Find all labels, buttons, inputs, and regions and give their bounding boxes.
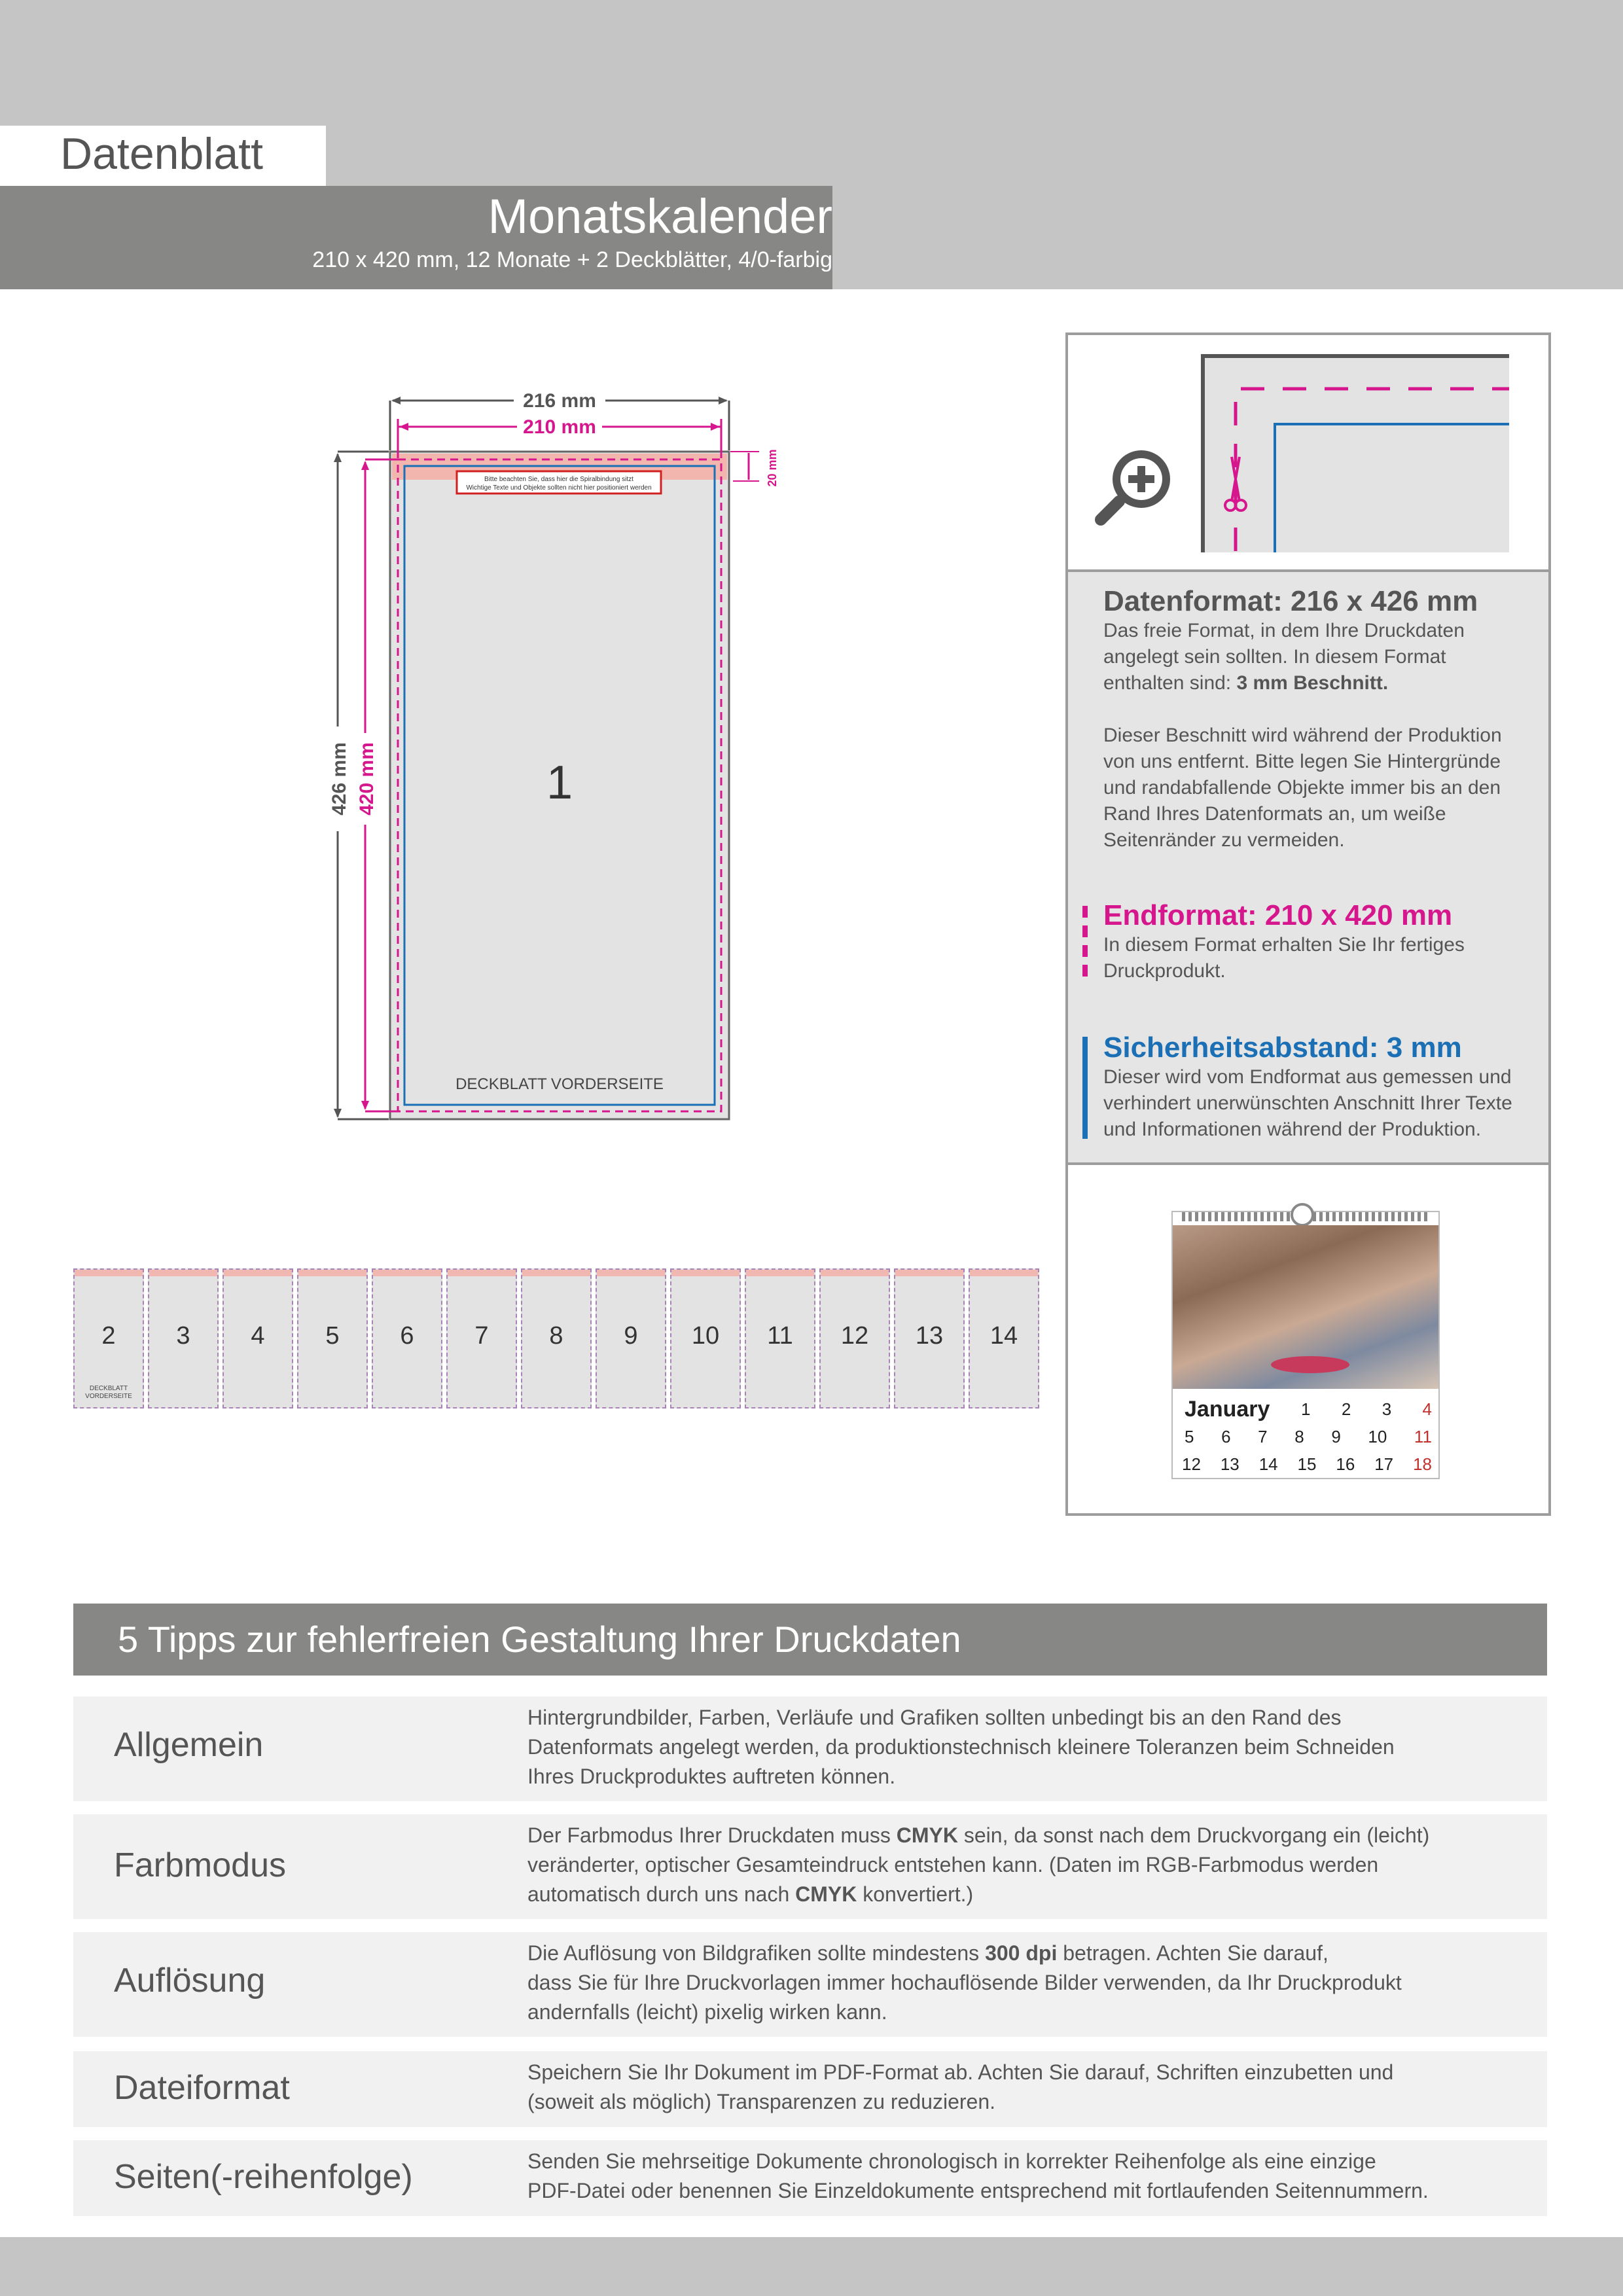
tip-text: Der Farbmodus Ihrer Druckdaten muss CMYK sein, da sonst nach dem Druckvorgang ein (leicht) veränderter, optischer Gesamteindruck entstehen kann. (Daten im RGB-Farbmodus werden automatisch durch uns nach CMYK konvertiert.) — [527, 1823, 1430, 1906]
sicherheit-marker — [1082, 1037, 1088, 1139]
thumbnail-number: 11 — [767, 1322, 793, 1350]
page-caption: DECKBLATT VORDERSEITE — [455, 1075, 664, 1093]
spiral-note-line1: Bitte beachten Sie, dass hier die Spiralbindung sitzt — [484, 476, 633, 483]
calendar-month: January — [1185, 1397, 1270, 1422]
thumbnail — [745, 1268, 815, 1408]
tip-label: Auflösung — [114, 1962, 266, 2000]
thumbnail-number: 2 — [101, 1322, 116, 1350]
thumbnail — [969, 1268, 1039, 1408]
tip-label: Dateiformat — [114, 2069, 290, 2107]
thumbnail — [73, 1268, 144, 1408]
tip-row-dateiformat — [73, 2051, 1547, 2127]
zoom-detail — [1068, 335, 1548, 569]
thumbnail-number: 7 — [474, 1322, 489, 1350]
calendar-preview — [1171, 1211, 1440, 1479]
thumbnail — [521, 1268, 592, 1408]
thumbnail-number: 3 — [176, 1322, 190, 1350]
magnifier-plus-icon — [1101, 450, 1170, 520]
datenformat-block — [1103, 585, 1548, 853]
thumbnail-caption: DECKBLATT VORDERSEITE — [85, 1385, 132, 1400]
tip-row-aufloesung — [73, 1932, 1547, 2037]
doc-label-box — [0, 126, 326, 186]
thumbnail-number: 8 — [549, 1322, 563, 1350]
hanger-icon — [1291, 1203, 1314, 1227]
thumbnail-number: 10 — [691, 1322, 720, 1350]
tip-text: Die Auflösung von Bildgrafiken sollte mindestens 300 dpi betragen. Achten Sie darauf, dass Sie für Ihre Druckvorlagen immer hochauflösende Bilder verwenden, da Ihr Druckprodukt andernfalls (leicht) pixelig wirken kann. — [527, 1941, 1402, 2024]
endformat-marker — [1082, 906, 1088, 983]
thumbnail-number: 5 — [325, 1322, 340, 1350]
thumbnail-number: 14 — [990, 1322, 1018, 1350]
height-outer-label: 426 mm — [329, 742, 350, 816]
thumbnail-number: 4 — [251, 1322, 265, 1350]
product-title: Monatskalender — [488, 189, 832, 243]
height-inner-label: 420 mm — [356, 742, 378, 816]
sicherheit-block — [1103, 1031, 1555, 1143]
thumbnail — [148, 1268, 219, 1408]
spiral-note-line2: Wichtige Texte und Objekte sollten nicht hier positioniert werden — [466, 484, 652, 492]
tip-row-seiten — [73, 2140, 1547, 2216]
sicherheit-heading: Sicherheitsabstand: 3 mm — [1103, 1031, 1462, 1064]
family-photo — [1173, 1225, 1438, 1389]
thumbnail — [670, 1268, 741, 1408]
spiral-dim-label: 20 mm — [766, 449, 779, 487]
width-outer-label: 216 mm — [523, 390, 596, 412]
datenformat-heading: Datenformat: 216 x 426 mm — [1103, 585, 1478, 617]
thumbnail — [372, 1268, 442, 1408]
tip-label: Allgemein — [114, 1726, 264, 1764]
thumbnail — [819, 1268, 890, 1408]
thumbnail — [223, 1268, 293, 1408]
product-subtitle: 210 x 420 mm, 12 Monate + 2 Deckblätter, 4/0-farbig — [312, 247, 832, 272]
tips-header — [73, 1604, 1547, 1676]
thumbnail — [446, 1268, 517, 1408]
datenformat-text: Das freie Format, in dem Ihre Druckdaten angelegt sein sollten. In diesem Format enthalten sind: 3 mm Beschnitt. Dieser Beschnitt wird während der Produktion von uns entfernt. Bitte legen Sie Hintergründe und randabfallende Objekte immer bis an den Rand Ihres Datenformats an, um weiße Seitenränder zu vermeiden. — [1103, 620, 1502, 851]
tip-label: Seiten(-reihenfolge) — [114, 2158, 413, 2196]
tip-row-farbmodus — [73, 1814, 1547, 1919]
thumbnail-number: 9 — [624, 1322, 638, 1350]
footer-band — [0, 2237, 1623, 2296]
calendar-row: 1 2 3 4 — [1301, 1399, 1432, 1419]
thumbnail — [596, 1268, 666, 1408]
calendar-row: 12 13 14 15 16 17 18 — [1182, 1454, 1432, 1474]
calendar-row: 5 6 7 8 9 10 11 — [1185, 1427, 1432, 1446]
endformat-text: In diesem Format erhalten Sie Ihr fertiges Druckprodukt. — [1103, 934, 1465, 982]
tip-text: Speichern Sie Ihr Dokument im PDF-Format ab. Achten Sie darauf, Schriften einzubetten und (soweit als möglich) Transparenzen zu reduzieren. — [527, 2060, 1394, 2113]
thumbnail-number: 12 — [840, 1322, 869, 1350]
calendar-format-diagram — [314, 380, 812, 1132]
tip-text: Hintergrundbilder, Farben, Verläufe und Grafiken sollten unbedingt bis an den Rand des Datenformats angelegt werden, da produktionstechnisch kleinere Toleranzen beim Schneiden Ihres Druckproduktes auftreten können. — [527, 1706, 1395, 1788]
thumbnail — [894, 1268, 965, 1408]
tip-text: Senden Sie mehrseitige Dokumente chronologisch in korrekter Reihenfolge als eine einzige PDF-Datei oder benennen Sie Einzeldokumente entsprechend mit fortlaufenden Seitennummern. — [527, 2149, 1429, 2202]
sicherheit-text: Dieser wird vom Endformat aus gemessen und verhindert unerwünschten Anschnitt Ihrer Texte und Informationen während der Produktion. — [1103, 1066, 1512, 1140]
page-number: 1 — [546, 757, 573, 809]
thumbnail-number: 6 — [400, 1322, 414, 1350]
doc-label: Datenblatt — [60, 129, 263, 179]
width-inner-label: 210 mm — [523, 416, 596, 438]
tip-row-allgemein — [73, 1696, 1547, 1801]
tips-heading: 5 Tipps zur fehlerfreien Gestaltung Ihrer Druckdaten — [118, 1619, 961, 1660]
thumbnail — [297, 1268, 368, 1408]
thumbnail-number: 13 — [915, 1322, 944, 1350]
endformat-block — [1103, 899, 1548, 984]
endformat-heading: Endformat: 210 x 420 mm — [1103, 899, 1453, 931]
tip-label: Farbmodus — [114, 1846, 286, 1884]
